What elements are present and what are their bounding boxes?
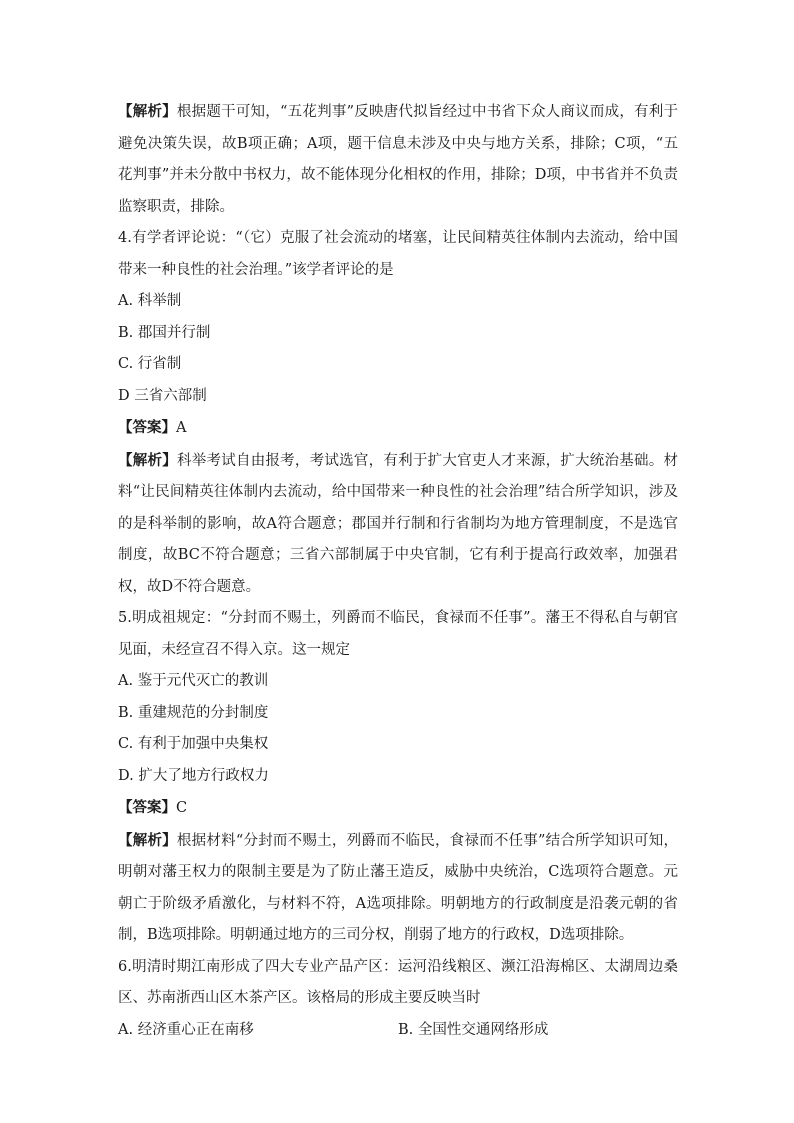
answer-q4 xyxy=(118,412,678,445)
question-4-option-d: D 三省六部制 xyxy=(118,387,207,404)
question-5-option-d: D. 扩大了地方行政权力 xyxy=(118,767,269,784)
answer-tag: 【答案】 xyxy=(118,419,176,436)
question-6-option-a: A. 经济重心正在南移 xyxy=(118,1021,254,1038)
analysis-tag: 【解析】 xyxy=(118,103,177,120)
question-6-stem: 6.明清时期江南形成了四大专业产品产区：运河沿线粮区、濒江沿海棉区、太湖周边桑区、苏南浙西山区木茶产区。该格局的形成主要反映当时 xyxy=(118,958,678,1006)
answer-q5 xyxy=(118,792,678,825)
analysis-text: 根据题干可知，“五花判事”反映唐代拟旨经过中书省下众人商议而成，有利于避免决策失误，故B项正确；A项，题干信息未涉及中央与地方关系，排除；C项，“五花判事”并未分散中书权力，故不能体现分化相权的作用，排除；D项，中书省并不负责监察职责，排除。 xyxy=(118,104,679,215)
question-5-option-c: C. 有利于加强中央集权 xyxy=(118,736,269,752)
analysis-q3 xyxy=(118,96,678,223)
question-5-stem: 5.明成祖规定：“分封而不赐土，列爵而不临民，食禄而不任事”。藩王不得私自与朝官见面，未经宣召不得入京。这一规定 xyxy=(118,610,678,658)
answer-value: C xyxy=(176,800,188,816)
analysis-tag: 【解析】 xyxy=(118,831,177,849)
analysis-q5 xyxy=(118,825,678,952)
question-4-option-c: C. 行省制 xyxy=(118,356,182,372)
analysis-tag: 【解析】 xyxy=(118,451,177,469)
question-4-option-a: A. 科举制 xyxy=(118,293,182,309)
question-6-options xyxy=(118,1015,678,1047)
answer-tag: 【答案】 xyxy=(118,799,176,816)
question-6-option-b: B. 全国性交通网络形成 xyxy=(398,1021,549,1038)
analysis-text: 科举考试自由报考，考试选官，有利于扩大官吏人才来源，扩大统治基础。材料“让民间精英往体制内去流动，给中国带来一种良性的社会治理”结合所学知识，涉及的是科举制的影响，故A符合题意；郡国并行制和行省制均为地方管理制度，不是选官制度，故BC不符合题意；三省六部制属于中央官制，它有利于提高行政效率，加强君权，故D不符合题意。 xyxy=(118,452,679,595)
question-5-option-a: A. 鉴于元代灭亡的教训 xyxy=(118,673,269,689)
analysis-q4 xyxy=(118,445,678,604)
question-4-stem: 4.有学者评论说：“（它）克服了社会流动的堵塞，让民间精英往体制内去流动，给中国带来一种良性的社会治理。”该学者评论的是 xyxy=(118,230,678,278)
analysis-text: 根据材料“分封而不赐土，列爵而不临民，食禄而不任事”结合所学知识可知，明朝对藩王权力的限制主要是为了防止藩王造反，威胁中央统治，C选项符合题意。元朝亡于阶级矛盾激化，与材料不符，A选项排除。明朝地方的行政制度是沿袭元朝的省制，B选项排除。明朝通过地方的三司分权，削弱了地方的行政权，D选项排除。 xyxy=(118,832,679,943)
question-5-option-b: B. 重建规范的分封制度 xyxy=(118,704,269,721)
document-page xyxy=(118,96,678,1046)
answer-value: A xyxy=(176,420,187,436)
question-4-option-b: B. 郡国并行制 xyxy=(118,324,211,341)
